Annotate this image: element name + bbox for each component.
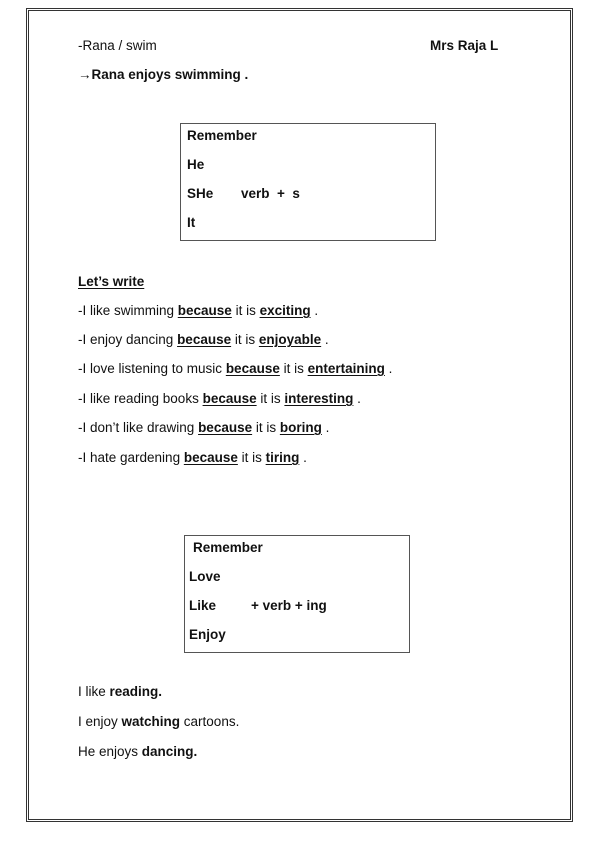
adjective: interesting bbox=[284, 391, 354, 406]
sentence-line bbox=[78, 450, 307, 466]
conjunction-because: because bbox=[177, 332, 232, 347]
sentence-start: -I don’t like drawing bbox=[78, 420, 199, 435]
sentence-start: -I like reading books bbox=[78, 391, 203, 406]
pronoun-it: It bbox=[187, 215, 196, 230]
sentence-end: . bbox=[384, 361, 393, 376]
prompt-text: -Rana / swim bbox=[78, 38, 157, 53]
sentence-mid: it is bbox=[252, 420, 280, 435]
example-text: I enjoy bbox=[78, 714, 122, 729]
sentence-start: -I like swimming bbox=[78, 303, 178, 318]
rule-verb-ing: + verb + ing bbox=[251, 598, 327, 613]
example-sentence bbox=[78, 684, 162, 700]
sentence-line bbox=[78, 420, 329, 436]
adjective: exciting bbox=[259, 303, 311, 318]
conjunction-because: because bbox=[177, 303, 232, 318]
conjunction-because: because bbox=[202, 391, 257, 406]
example-gerund: reading. bbox=[109, 684, 163, 699]
example-text: He enjoys bbox=[78, 744, 142, 759]
sentence-line bbox=[78, 361, 392, 377]
box-title: Remember bbox=[187, 128, 257, 143]
sentence-start: -I hate gardening bbox=[78, 450, 184, 465]
adjective: enjoyable bbox=[258, 332, 322, 347]
adjective: entertaining bbox=[307, 361, 385, 376]
sentence-line bbox=[78, 332, 329, 348]
sentence-end: . bbox=[321, 420, 330, 435]
adjective: boring bbox=[279, 420, 322, 435]
example-gerund: watching bbox=[121, 714, 181, 729]
pronoun-she: SHe bbox=[187, 186, 214, 201]
sentence-mid: it is bbox=[231, 303, 260, 318]
verb-like: Like bbox=[189, 598, 217, 613]
sentence-end: . bbox=[299, 450, 307, 465]
example-sentence bbox=[78, 714, 239, 730]
sentence-line bbox=[78, 391, 361, 407]
sentence-mid: it is bbox=[231, 332, 259, 347]
teacher-name: Mrs Raja L bbox=[430, 38, 499, 53]
verb-love: Love bbox=[189, 569, 221, 584]
answer-sentence: →Rana enjoys swimming . bbox=[78, 67, 249, 82]
conjunction-because: because bbox=[183, 450, 238, 465]
verb-enjoy: Enjoy bbox=[189, 627, 226, 642]
remember-box-gerund bbox=[184, 535, 410, 653]
sentence-mid: it is bbox=[237, 450, 266, 465]
conjunction-because: because bbox=[198, 420, 253, 435]
example-gerund: dancing. bbox=[141, 744, 198, 759]
box-title: Remember bbox=[193, 540, 263, 555]
adjective: tiring bbox=[265, 450, 300, 465]
example-text: cartoons. bbox=[180, 714, 240, 729]
example-text: I like bbox=[78, 684, 110, 699]
sentence-start: -I love listening to music bbox=[78, 361, 226, 376]
sentence-mid: it is bbox=[256, 391, 285, 406]
lets-write-heading: Let’s write bbox=[78, 274, 145, 289]
sentence-end: . bbox=[353, 391, 361, 406]
sentence-mid: it is bbox=[279, 361, 308, 376]
sentence-end: . bbox=[310, 303, 319, 318]
conjunction-because: because bbox=[225, 361, 280, 376]
sentence-line bbox=[78, 303, 318, 319]
sentence-end: . bbox=[321, 332, 329, 347]
remember-box-third-person bbox=[180, 123, 436, 241]
example-sentence bbox=[78, 744, 197, 760]
pronoun-he: He bbox=[187, 157, 205, 172]
sentence-start: -I enjoy dancing bbox=[78, 332, 178, 347]
rule-verb-s: verb + s bbox=[241, 186, 300, 201]
